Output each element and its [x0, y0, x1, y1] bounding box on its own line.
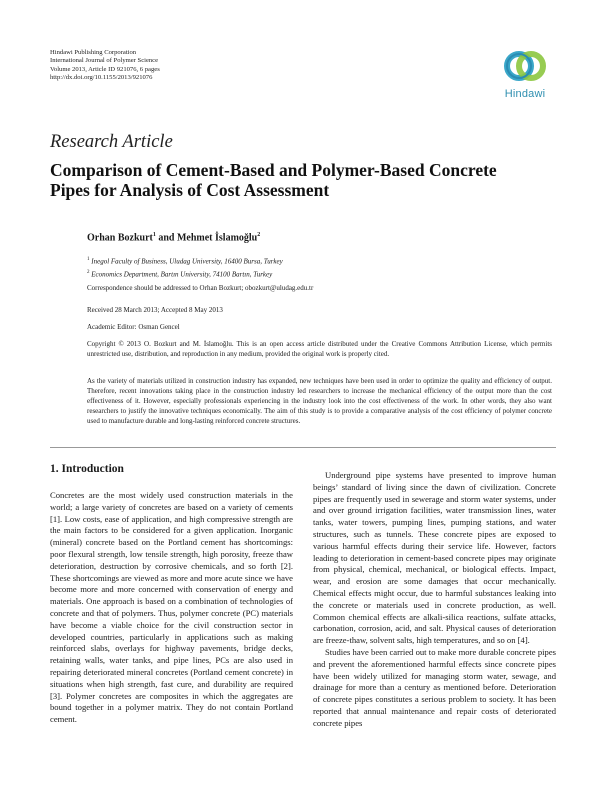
- author-1: Orhan Bozkurt: [87, 232, 153, 244]
- hindawi-logo: [494, 46, 556, 106]
- volume-line: Volume 2013, Article ID 921076, 6 pages: [50, 65, 160, 73]
- affiliation-2: [87, 267, 283, 280]
- affiliation-1-text: Inegol Faculty of Business, Uludag University, 16400 Bursa, Turkey: [91, 257, 283, 266]
- author-connector: and: [155, 232, 177, 244]
- paper-title: Comparison of Cement-Based and Polymer-Based Concrete Pipes for Analysis of Cost Assessment: [50, 160, 497, 200]
- paragraph: Underground pipe systems have presented to improve human beings’ standard of living since the dawn of civilization. Concrete pipes are frequently used in sewerage and storm water systems, under and over ground irrigation facilities, water transmission lines, water tanks, water towers, pumping lines, pumping stations, and water structures, such as tunnels. These concrete pipes are exposed to various harmful effects during their service life. However, factors leading to deterioration in cement-based concrete pipes may originate from physical, chemical, mechanical, or biological effects. Impact, wear, and erosion are some damages that occur mechanically. Chemical effects might occur, due to harmful substances leaking into the concrete or materials used in concrete production, as well. Common chemical effects are alkali-silica reactions, sulfate attacks, carbonation, corrosion, acid, and salt. Physical causes of deterioration are freeze-thaw, solvent salts, high temperatures, and so on [4].: [313, 470, 556, 646]
- section-heading-introduction: 1. Introduction: [50, 463, 124, 475]
- doi-link[interactable]: http://dx.doi.org/10.1155/2013/921076: [50, 73, 153, 81]
- author-2-affil-mark: 2: [257, 232, 261, 238]
- publisher-line: Hindawi Publishing Corporation: [50, 49, 137, 56]
- hindawi-logo-text: Hindawi: [504, 88, 546, 100]
- right-column: [313, 470, 556, 730]
- author-1-affil-mark: 1: [152, 232, 156, 238]
- academic-editor: Academic Editor: Osman Gencel: [87, 323, 180, 331]
- affiliation-1: [87, 254, 283, 267]
- section-divider: [50, 447, 556, 448]
- abstract: As the variety of materials utilized in construction industry has expanded, new techniques have been used in order to optimize the quality and efficiency of output. Therefore, recent innovations taking place in the construction industry led researchers to increase the mechanical efficiency of the output more than the cost effectiveness of it. However, especially professionals experiencing in the industry look into the cost effectiveness of the work. In other words, they also want researchers to justify the innovative techniques economically. The aim of this study is to provide a comparative analysis of the cost efficiency of polymer concrete used to manufacture durable and long-lasting reinforced concrete structures.: [87, 377, 552, 425]
- affiliation-2-number: 2: [87, 270, 90, 276]
- paragraph: Concretes are the most widely used construction materials in the world; a large variety of concretes are based on a variety of cements [1]. Low costs, ease of application, and high compressive strength are the main factors to be considered for a given application. Inorganic (mineral) concrete based on the Portland cement has shortcomings: poor flexural strength, low tensile strength, high porosity, freeze thaw deterioration, destruction by corrosive chemicals, and so forth [2]. These shortcomings are viewed as more and more acute since we have become more and more concerned with conservation of energy and materials. One approach is based on a combination of technologies of concrete and that of polymers. Thus, polymer concrete (PC) materials have become a viable choice for the civil construction sector in developed countries, particularly in applications such as making reinforced slabs, overlays for highway pavements, bridge decks, retaining walls, water tanks, and pipe lines, PCs are also used in repairing deteriorated mineral concretes (Portland cement concrete) in situations when high strength, fast cure, and durability are required [3]. Polymer concretes are composites in which the aggregates are bound together in a polymer matrix. They do not contain Portland cement.: [50, 490, 293, 725]
- affiliation-1-number: 1: [87, 257, 90, 262]
- journal-header: [50, 49, 160, 82]
- hindawi-logo-icon: [502, 46, 548, 86]
- authors: [87, 232, 260, 243]
- author-2: Mehmet İslamoğlu: [176, 232, 258, 244]
- left-column: [50, 490, 293, 726]
- copyright-notice: Copyright © 2013 O. Bozkurt and M. İslamoğlu. This is an open access article distributed under the Creative Commons Attribution License, which permits unrestricted use, distribution, and reproduction in any medium, provided the original work is properly cited.: [87, 340, 552, 358]
- affiliations: [87, 254, 283, 281]
- paragraph: Studies have been carried out to make more durable concrete pipes and prevent the aforementioned harmful effects since concrete pipes have been widely utilized for managing storm water, sewage, and drainage for more than a century as mentioned before. Deterioration of concrete pipes constitutes a serious problem to society. It has been reported that annual maintenance and repair costs of deteriorated concrete pipes: [313, 646, 556, 728]
- correspondence: Correspondence should be addressed to Orhan Bozkurt; obozkurt@uludag.edu.tr: [87, 284, 314, 292]
- article-type: Research Article: [50, 132, 173, 152]
- journal-line: International Journal of Polymer Science: [50, 57, 159, 65]
- affiliation-2-text: Economics Department, Bartın University, 74100 Bartın, Turkey: [91, 270, 273, 279]
- received-accepted-dates: Received 28 March 2013; Accepted 8 May 2013: [87, 306, 223, 314]
